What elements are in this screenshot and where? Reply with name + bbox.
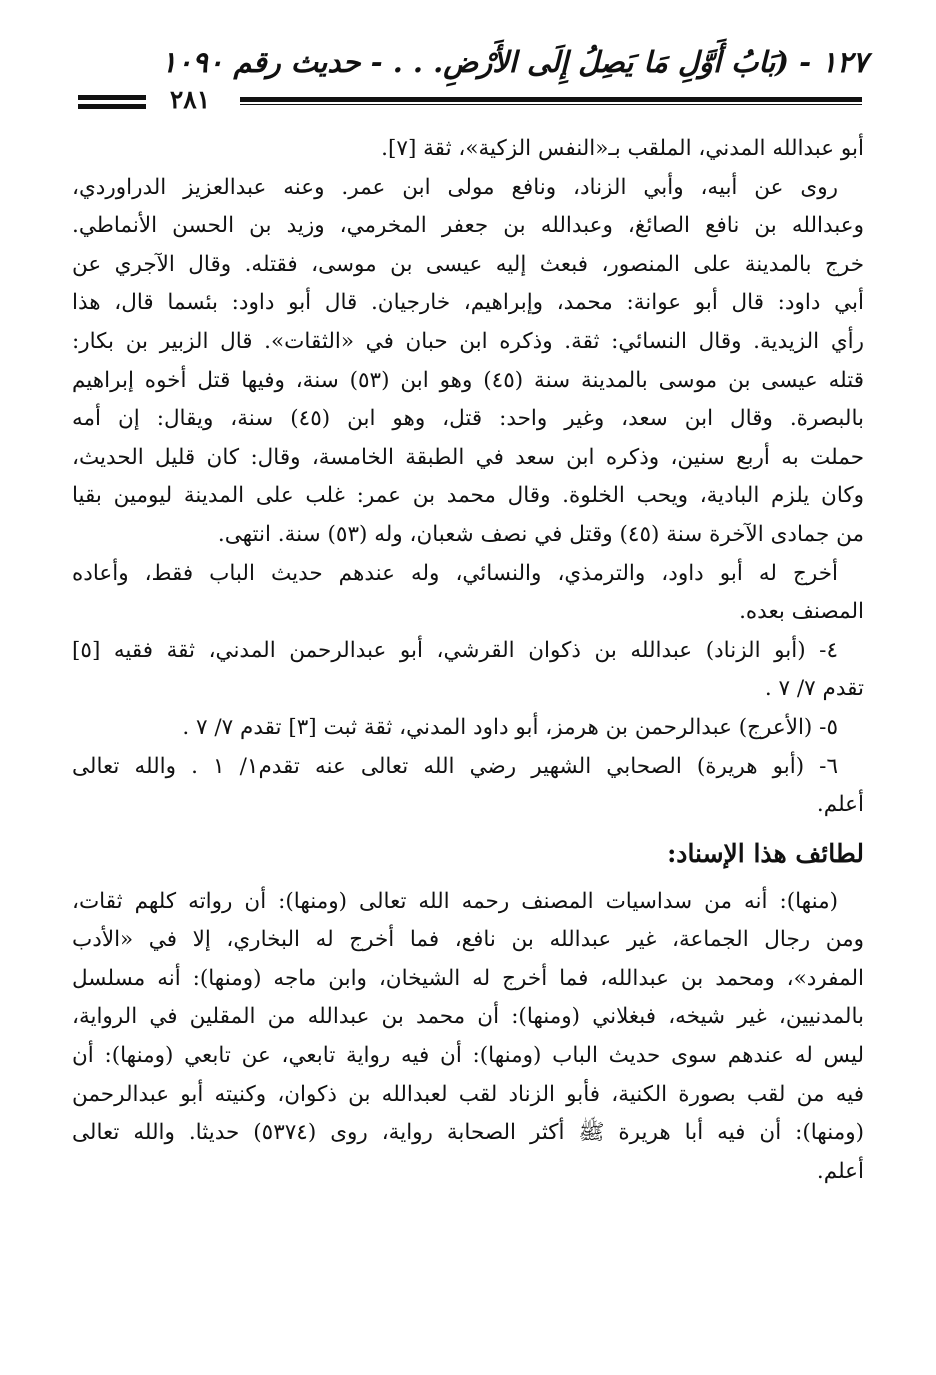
text-line: (منها): أنه من سداسيات المصنف رحمه الله تعالى (ومنها): أن رواته كلهم ثقات،	[72, 888, 838, 914]
page-body	[72, 130, 864, 1191]
text-line: وكان يلزم البادية، ويحب الخلوة. وقال محمد بن عمر: غلب على المدينة ليومين بقيا	[72, 483, 864, 509]
section-heading: لطائف هذا الإسناد:	[667, 838, 864, 868]
text-line: ٥- (الأعرج) عبدالرحمن بن هرمز، أبو داود المدني، ثقة ثبت [٣] تقدم ٧/ ٧ .	[182, 714, 838, 740]
text-line: (ومنها): أن فيه أبا هريرة ﷺ أكثر الصحابة رواية، روى (٥٣٧٤) حديثا. والله تعالى	[72, 1120, 864, 1146]
running-header-title: ١٢٧ - (بَابُ أَوَّلِ مَا يَصِلُ إِلَى الأَرْضِ. . . - حديث رقم ١٠٩٠	[161, 45, 868, 79]
text-line: ومن رجال الجماعة، غير عبدالله بن نافع، فما أخرج له البخاري، إلا في «الأدب	[72, 927, 864, 953]
text-line: حملت به أربع سنين، وذكره ابن سعد في الطبقة الخامسة، وقال: كان قليل الحديث،	[72, 444, 864, 470]
section-text	[72, 883, 864, 1192]
text-line: أعلم.	[816, 792, 864, 818]
text-line: روى عن أبيه، وأبي الزناد، ونافع مولى ابن عمر. وعنه عبدالعزيز الدراوردي،	[72, 174, 838, 200]
text-line: أخرج له أبو داود، والترمذي، والنسائي، وله عندهم حديث الباب فقط، وأعاده	[72, 560, 838, 586]
header-rule-thin	[240, 104, 862, 105]
text-line: رأي الزيدية. وقال النسائي: ثقة. وذكره ابن حبان في «الثقات». قال الزبير بن بكار:	[72, 328, 864, 354]
page-number-rule-bottom	[78, 104, 146, 109]
text-line: وعبدالله بن نافع الصائغ، وعبدالله بن جعفر المخرمي، وزيد بن الحسن الأنماطي.	[72, 213, 864, 239]
text-line: أبو عبدالله المدني، الملقب بـ«النفس الزكية»، ثقة [٧].	[381, 136, 864, 161]
text-line: بالمدنيين، غير شيخه، فبغلاني (ومنها): أن محمد بن عبدالله من المقلين في الرواية،	[72, 1004, 864, 1030]
text-line: المفرد»، ومحمد بن عبدالله، فما أخرج له الشيخان، وابن ماجه (ومنها): أنه مسلسل	[72, 965, 864, 991]
text-line: خرج بالمدينة على المنصور، فبعث إليه عيسى بن موسى، فقتله. وقال الآجري عن	[72, 251, 864, 277]
text-line: ٤- (أبو الزناد) عبدالله بن ذكوان القرشي، أبو عبدالرحمن المدني، ثقة فقيه [٥]	[72, 637, 838, 663]
text-line: فيه من لقب بصورة الكنية، فأبو الزناد لقب لعبدالله بن ذكوان، وكنيته أبو عبدالرحمن	[72, 1081, 864, 1107]
main-text	[72, 130, 864, 825]
text-line: ليس له عندهم سوى حديث الباب (ومنها): أن فيه رواية تابعي، عن تابعي (ومنها): أن	[72, 1043, 864, 1069]
text-line: تقدم ٧/ ٧ .	[764, 676, 864, 702]
text-line: بالبصرة. وقال ابن سعد، وغير واحد: قتل، وهو ابن (٤٥) سنة، ويقال: إن أمه	[72, 406, 864, 432]
text-line: من جمادى الآخرة سنة (٤٥) وقتل في نصف شعبان، وله (٥٣) سنة. انتهى.	[217, 521, 864, 547]
text-line: أبي داود: قال أبو عوانة: محمد، وإبراهيم، خارجيان. قال أبو داود: بئسما قال، هذا	[72, 290, 864, 316]
text-line: المصنف بعده.	[739, 599, 864, 625]
page-number: ٢٨١	[169, 85, 211, 114]
header-rule	[240, 97, 862, 102]
page-number-rule-top	[78, 95, 146, 100]
text-line: أعلم.	[816, 1158, 864, 1184]
text-line: ٦- (أبو هريرة) الصحابي الشهير رضي الله تعالى عنه تقدم١/ ١ . والله تعالى	[72, 753, 838, 779]
text-line: قتله عيسى بن موسى بالمدينة سنة (٤٥) وهو ابن (٥٣) سنة، وفيها قتل أخوه إبراهيم	[72, 367, 864, 393]
